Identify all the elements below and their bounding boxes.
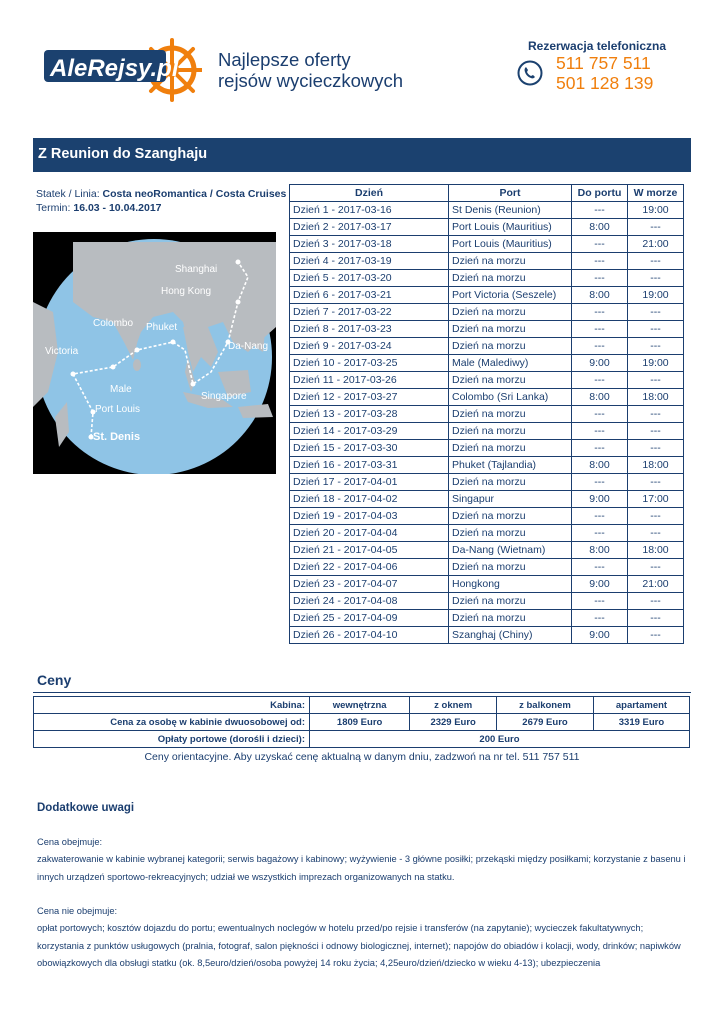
departure-cell: --- — [628, 474, 684, 491]
day-cell: Dzień 24 - 2017-04-08 — [290, 593, 449, 610]
day-cell: Dzień 15 - 2017-03-30 — [290, 440, 449, 457]
arrival-cell: --- — [572, 253, 628, 270]
itinerary-row — [290, 389, 684, 406]
departure-cell: 21:00 — [628, 576, 684, 593]
arrival-cell: 9:00 — [572, 576, 628, 593]
arrival-cell: 8:00 — [572, 219, 628, 236]
port-cell: St Denis (Reunion) — [449, 202, 572, 219]
departure-cell: --- — [628, 304, 684, 321]
tagline-line-2: rejsów wycieczkowych — [218, 70, 404, 91]
map-label-stdenis: St. Denis — [93, 431, 141, 443]
departure-cell: --- — [628, 406, 684, 423]
fees-value: 200 Euro — [310, 731, 690, 748]
departure-cell: --- — [628, 440, 684, 457]
excludes-text: opłat portowych; kosztów dojazdu do portu; ewentualnych noclegów w hotelu przed/po rejsie i transferów (na zapytanie); wycieczek fakultatywnych; korzystania z punktów usługowych (pralnia, fotograf, salon piękności i odnowy biologicznej, internet); napojów do obiadów i kolacji, wody, drinków; napiwków obowiązkowych dla obsługi statku (ok. 8,5euro/dzień/osoba powyżej 14 roku życia; 4,25euro/dzień/dziecko w wieku 4-13); ubezpieczenia — [37, 923, 681, 968]
departure-cell: 21:00 — [628, 236, 684, 253]
port-cell: Dzień na morzu — [449, 440, 572, 457]
day-cell: Dzień 23 - 2017-04-07 — [290, 576, 449, 593]
arrival-cell: --- — [572, 610, 628, 627]
port-cell: Dzień na morzu — [449, 372, 572, 389]
tagline-line-1: Najlepsze oferty — [218, 49, 351, 70]
departure-cell: --- — [628, 593, 684, 610]
phone-number-2[interactable]: 501 128 139 — [556, 73, 654, 93]
cabin-type: wewnętrzna — [310, 697, 410, 714]
itinerary-row — [290, 355, 684, 372]
departure-cell: --- — [628, 525, 684, 542]
includes-label: Cena obejmuje: — [37, 837, 103, 847]
map-label-victoria: Victoria — [45, 346, 79, 357]
port-cell: Phuket (Tajlandia) — [449, 457, 572, 474]
port-cell: Dzień na morzu — [449, 508, 572, 525]
port-cell: Dzień na morzu — [449, 406, 572, 423]
itinerary-row — [290, 610, 684, 627]
phone-numbers — [556, 53, 653, 93]
arrival-cell: --- — [572, 508, 628, 525]
day-cell: Dzień 5 - 2017-03-20 — [290, 270, 449, 287]
departure-cell: --- — [628, 508, 684, 525]
day-cell: Dzień 22 - 2017-04-06 — [290, 559, 449, 576]
day-cell: Dzień 7 - 2017-03-22 — [290, 304, 449, 321]
itinerary-row — [290, 372, 684, 389]
itinerary-row — [290, 406, 684, 423]
arrival-cell: 8:00 — [572, 287, 628, 304]
arrival-cell: 8:00 — [572, 389, 628, 406]
price-row — [34, 714, 690, 731]
arrival-cell: --- — [572, 440, 628, 457]
itinerary-row — [290, 440, 684, 457]
arrival-cell: --- — [572, 304, 628, 321]
day-cell: Dzień 2 - 2017-03-17 — [290, 219, 449, 236]
fees-label: Opłaty portowe (dorośli i dzieci): — [34, 731, 310, 748]
itinerary-row — [290, 253, 684, 270]
departure-cell: 18:00 — [628, 389, 684, 406]
includes-text: zakwaterowanie w kabinie wybranej kategorii; serwis bagażowy i kabinowy; wyżywienie - 3 główne posiłki; przekąski między posiłkami; korzystanie z basenu i innych urządzeń sportowo-rekreacyjnych; udział we wszystkich imprezach organizowanych na statku. — [37, 854, 686, 882]
day-cell: Dzień 10 - 2017-03-25 — [290, 355, 449, 372]
itinerary-row — [290, 423, 684, 440]
arrival-cell: 8:00 — [572, 457, 628, 474]
arrival-cell: --- — [572, 270, 628, 287]
port-cell: Port Louis (Mauritius) — [449, 219, 572, 236]
header-port: Port — [449, 185, 572, 202]
alerejsy-logo[interactable] — [42, 38, 202, 102]
day-cell: Dzień 16 - 2017-03-31 — [290, 457, 449, 474]
day-cell: Dzień 11 - 2017-03-26 — [290, 372, 449, 389]
day-cell: Dzień 1 - 2017-03-16 — [290, 202, 449, 219]
port-cell: Dzień na morzu — [449, 321, 572, 338]
itinerary-body — [290, 202, 684, 644]
map-label-shanghai: Shanghai — [175, 264, 218, 275]
departure-cell: --- — [628, 610, 684, 627]
departure-cell: 19:00 — [628, 355, 684, 372]
day-cell: Dzień 18 - 2017-04-02 — [290, 491, 449, 508]
day-cell: Dzień 20 - 2017-04-04 — [290, 525, 449, 542]
departure-cell: 17:00 — [628, 491, 684, 508]
port-cell: Dzień na morzu — [449, 423, 572, 440]
term-value: 16.03 - 10.04.2017 — [73, 202, 162, 214]
itinerary-row — [290, 576, 684, 593]
fees-row — [34, 731, 690, 748]
cruise-title: Z Reunion do Szanghaju — [38, 146, 208, 162]
departure-cell: 18:00 — [628, 457, 684, 474]
itinerary-row — [290, 559, 684, 576]
header-departure: W morze — [628, 185, 684, 202]
header-day: Dzień — [290, 185, 449, 202]
term-label: Termin: — [36, 202, 71, 214]
departure-cell: --- — [628, 559, 684, 576]
itinerary-row — [290, 287, 684, 304]
arrival-cell: --- — [572, 338, 628, 355]
day-cell: Dzień 4 - 2017-03-19 — [290, 253, 449, 270]
map-label-portlouis: Port Louis — [95, 404, 141, 415]
departure-cell: --- — [628, 219, 684, 236]
arrival-cell: 9:00 — [572, 491, 628, 508]
day-cell: Dzień 3 - 2017-03-18 — [290, 236, 449, 253]
map-label-male: Male — [110, 384, 132, 395]
ship-info — [36, 187, 306, 215]
port-cell: Singapur — [449, 491, 572, 508]
cabin-label: Kabina: — [34, 697, 310, 714]
day-cell: Dzień 8 - 2017-03-23 — [290, 321, 449, 338]
port-cell: Da-Nang (Wietnam) — [449, 542, 572, 559]
itinerary-row — [290, 338, 684, 355]
port-cell: Dzień na morzu — [449, 270, 572, 287]
cabin-type: z oknem — [410, 697, 497, 714]
itinerary-row — [290, 270, 684, 287]
day-cell: Dzień 26 - 2017-04-10 — [290, 627, 449, 644]
itinerary-row — [290, 508, 684, 525]
day-cell: Dzień 9 - 2017-03-24 — [290, 338, 449, 355]
port-cell: Dzień na morzu — [449, 559, 572, 576]
ship-label: Statek / Linia: — [36, 188, 100, 200]
itinerary-row — [290, 202, 684, 219]
price-value: 2329 Euro — [410, 714, 497, 731]
departure-cell: 19:00 — [628, 202, 684, 219]
arrival-cell: 9:00 — [572, 627, 628, 644]
port-cell: Dzień na morzu — [449, 253, 572, 270]
day-cell: Dzień 17 - 2017-04-01 — [290, 474, 449, 491]
day-cell: Dzień 14 - 2017-03-29 — [290, 423, 449, 440]
itinerary-row — [290, 219, 684, 236]
day-cell: Dzień 25 - 2017-04-09 — [290, 610, 449, 627]
ship-line — [36, 187, 306, 201]
term-line — [36, 201, 306, 215]
prices-table — [33, 696, 690, 748]
itinerary-row — [290, 457, 684, 474]
arrival-cell: 8:00 — [572, 542, 628, 559]
map-label-hongkong: Hong Kong — [161, 286, 212, 297]
port-cell: Szanghaj (Chiny) — [449, 627, 572, 644]
itinerary-row — [290, 627, 684, 644]
itinerary-row — [290, 593, 684, 610]
day-cell: Dzień 6 - 2017-03-21 — [290, 287, 449, 304]
port-cell: Colombo (Sri Lanka) — [449, 389, 572, 406]
excludes-label: Cena nie obejmuje: — [37, 906, 118, 916]
price-value: 3319 Euro — [593, 714, 689, 731]
arrival-cell: --- — [572, 559, 628, 576]
departure-cell: --- — [628, 270, 684, 287]
arrival-cell: --- — [572, 321, 628, 338]
arrival-cell: --- — [572, 423, 628, 440]
departure-cell: 18:00 — [628, 542, 684, 559]
map-label-danang: Da-Nang — [228, 341, 269, 352]
departure-cell: 19:00 — [628, 287, 684, 304]
logo-text: AleRejsy.pl — [50, 55, 179, 82]
itinerary-row — [290, 236, 684, 253]
ship-value: Costa neoRomantica / Costa Cruises — [102, 188, 287, 200]
price-label: Cena za osobę w kabinie dwuosobowej od: — [34, 714, 310, 731]
departure-cell: --- — [628, 338, 684, 355]
port-cell: Dzień na morzu — [449, 593, 572, 610]
prices-title: Ceny — [37, 672, 72, 688]
arrival-cell: --- — [572, 525, 628, 542]
map-label-phuket: Phuket — [146, 322, 178, 333]
notes-title: Dodatkowe uwagi — [37, 802, 135, 814]
itinerary-row — [290, 474, 684, 491]
port-cell: Port Louis (Mauritius) — [449, 236, 572, 253]
departure-cell: --- — [628, 627, 684, 644]
port-cell: Port Victoria (Seszele) — [449, 287, 572, 304]
price-value: 2679 Euro — [497, 714, 594, 731]
arrival-cell: --- — [572, 474, 628, 491]
itinerary-row — [290, 304, 684, 321]
day-cell: Dzień 21 - 2017-04-05 — [290, 542, 449, 559]
departure-cell: --- — [628, 321, 684, 338]
cabin-type: apartament — [593, 697, 689, 714]
itinerary-table — [289, 184, 684, 644]
day-cell: Dzień 12 - 2017-03-27 — [290, 389, 449, 406]
cabin-row — [34, 697, 690, 714]
departure-cell: --- — [628, 253, 684, 270]
header-arrival: Do portu — [572, 185, 628, 202]
route-map — [33, 232, 276, 474]
arrival-cell: 9:00 — [572, 355, 628, 372]
phone-reservation-title: Rezerwacja telefoniczna — [528, 39, 667, 53]
departure-cell: --- — [628, 372, 684, 389]
day-cell: Dzień 13 - 2017-03-28 — [290, 406, 449, 423]
port-cell: Dzień na morzu — [449, 525, 572, 542]
arrival-cell: --- — [572, 236, 628, 253]
port-cell: Dzień na morzu — [449, 474, 572, 491]
arrival-cell: --- — [572, 202, 628, 219]
tagline — [218, 49, 403, 91]
day-cell: Dzień 19 - 2017-04-03 — [290, 508, 449, 525]
cabin-type: z balkonem — [497, 697, 594, 714]
port-cell: Dzień na morzu — [449, 610, 572, 627]
port-cell: Male (Malediwy) — [449, 355, 572, 372]
itinerary-row — [290, 321, 684, 338]
port-cell: Hongkong — [449, 576, 572, 593]
price-note: Ceny orientacyjne. Aby uzyskać cenę aktualną w danym dniu, zadzwoń na nr tel. 511 757 511 — [144, 751, 580, 763]
arrival-cell: --- — [572, 593, 628, 610]
arrival-cell: --- — [572, 372, 628, 389]
phone-number-1[interactable]: 511 757 511 — [556, 53, 651, 73]
itinerary-row — [290, 525, 684, 542]
itinerary-header-row — [290, 185, 684, 202]
arrival-cell: --- — [572, 406, 628, 423]
port-cell: Dzień na morzu — [449, 304, 572, 321]
itinerary-row — [290, 542, 684, 559]
price-value: 1809 Euro — [310, 714, 410, 731]
prices-divider — [33, 692, 691, 693]
map-label-colombo: Colombo — [93, 318, 134, 329]
phone-icon — [517, 60, 543, 86]
departure-cell: --- — [628, 423, 684, 440]
itinerary-row — [290, 491, 684, 508]
map-label-singapore: Singapore — [201, 391, 247, 402]
port-cell: Dzień na morzu — [449, 338, 572, 355]
